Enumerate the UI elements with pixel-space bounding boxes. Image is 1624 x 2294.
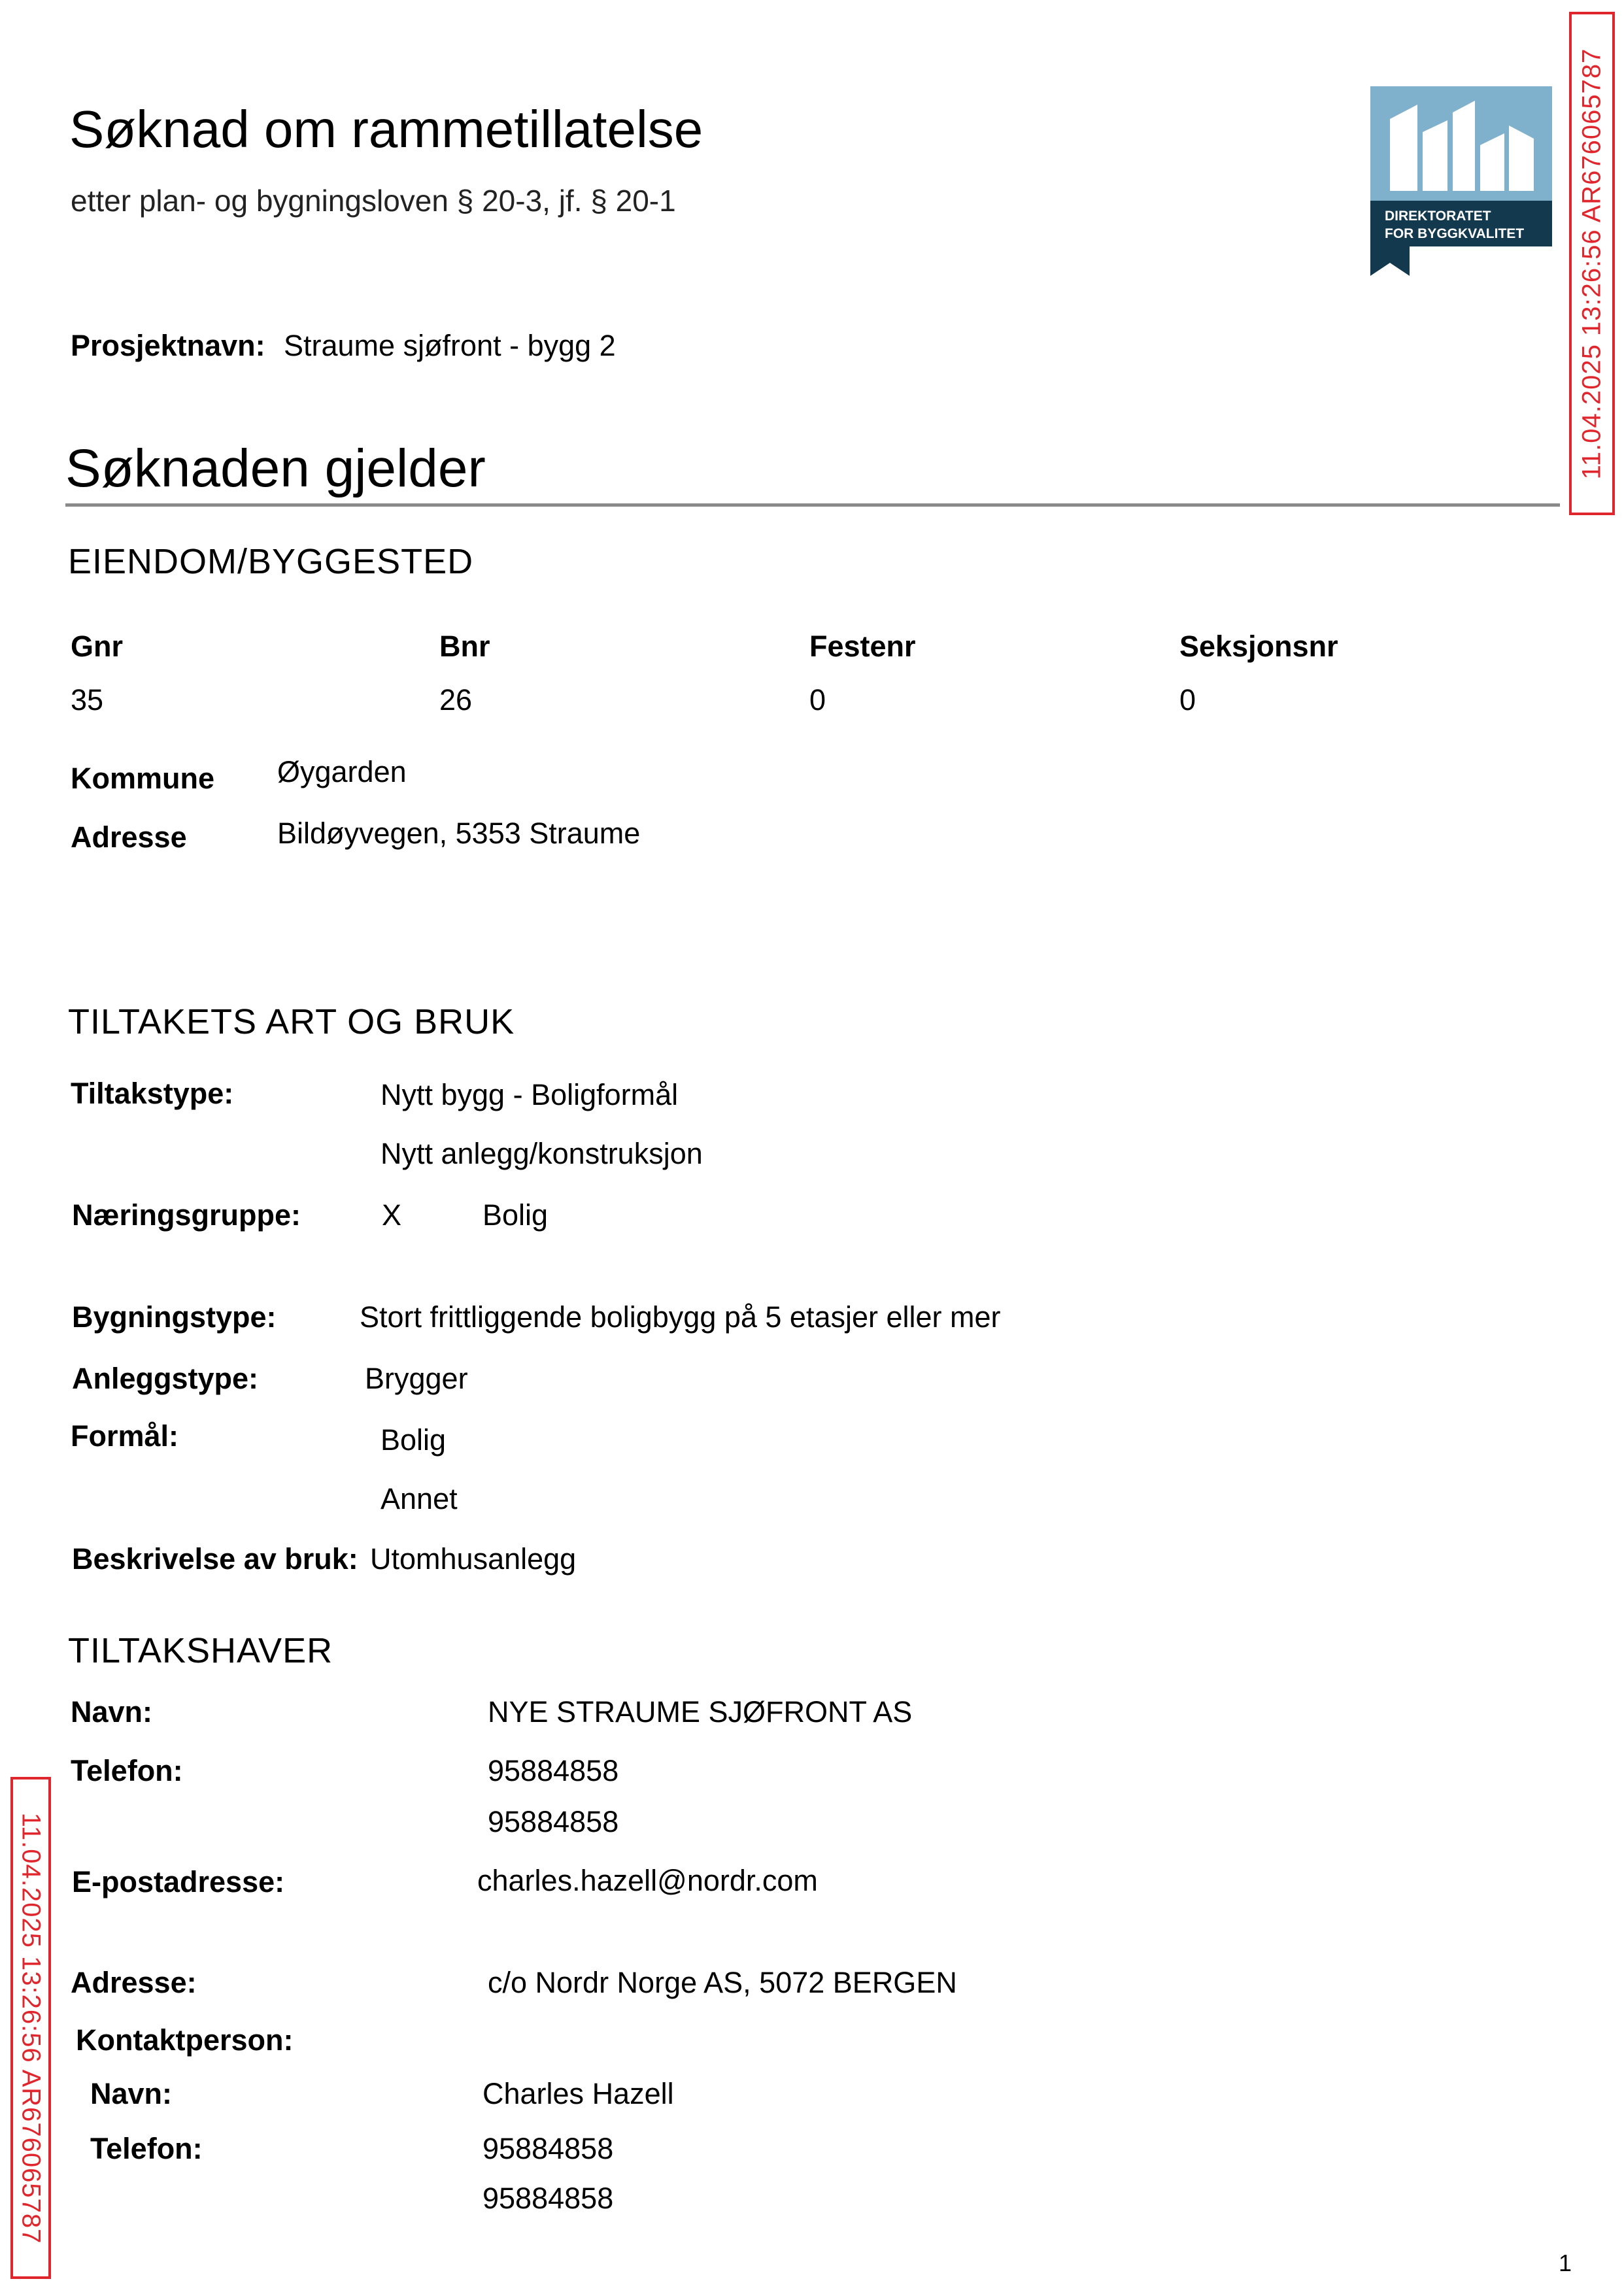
tiltakshaver-adresse-label: Adresse: [71,1966,197,1999]
kontakt-navn-value: Charles Hazell [482,2077,674,2110]
formal-value-1: Bolig [381,1423,447,1457]
epost-label: E-postadresse: [72,1865,285,1898]
naeringsgruppe-value: Bolig [482,1198,549,1232]
tiltakshaver-heading: TILTAKSHAVER [68,1631,333,1670]
tiltak-heading: TILTAKETS ART OG BRUK [68,1002,515,1041]
formal-value-2: Annet [381,1482,458,1515]
seksjonsnr-value: 0 [1179,683,1196,717]
logo-line2: FOR BYGGKVALITET [1385,226,1525,241]
kontakt-telefon-value-1: 95884858 [482,2132,614,2165]
document-title: Søknad om rammetillatelse [69,100,703,158]
tiltakstype-value-2: Nytt anlegg/konstruksjon [381,1137,703,1170]
project-name-label: Prosjektnavn: [71,329,265,362]
kontakt-navn-label: Navn: [90,2077,173,2110]
kontakt-telefon-label: Telefon: [90,2132,203,2165]
tiltakstype-label: Tiltakstype: [71,1077,234,1110]
tiltakstype-value-1: Nytt bygg - Boligformål [381,1078,679,1111]
tiltakshaver-telefon-value-2: 95884858 [488,1805,619,1838]
logo-line1: DIREKTORATET [1385,209,1491,224]
project-name-value: Straume sjøfront - bygg 2 [284,329,616,362]
document-subtitle: etter plan- og bygningsloven § 20-3, jf. § 20-1 [71,184,676,218]
naeringsgruppe-code: X [382,1198,402,1232]
eiendom-heading: EIENDOM/BYGGESTED [68,542,474,581]
page-number: 1 [1559,2250,1572,2276]
kontakt-telefon-value-2: 95884858 [482,2182,614,2215]
col-gnr-label: Gnr [71,630,124,663]
section-divider [65,503,1560,507]
dibk-logo [1370,86,1552,276]
epost-value: charles.hazell@nordr.com [477,1864,818,1897]
tiltakshaver-navn-label: Navn: [71,1695,153,1729]
bygningstype-label: Bygningstype: [72,1300,277,1334]
stamp-text: 11.04.2025 13:26:56 AR676065787 [16,1812,46,2244]
stamp-text: 11.04.2025 13:26:56 AR676065787 [1577,48,1606,479]
col-bnr-label: Bnr [439,630,490,663]
kommune-value: Øygarden [277,755,407,788]
formal-label: Formål: [71,1419,179,1453]
anleggstype-label: Anleggstype: [72,1362,259,1395]
beskrivelse-value: Utomhusanlegg [370,1542,577,1576]
beskrivelse-label: Beskrivelse av bruk: [72,1542,358,1576]
adresse-value: Bildøyvegen, 5353 Straume [277,817,641,850]
col-seksjonsnr-label: Seksjonsnr [1179,630,1338,663]
tiltakshaver-navn-value: NYE STRAUME SJØFRONT AS [488,1695,913,1729]
tiltakshaver-adresse-value: c/o Nordr Norge AS, 5072 BERGEN [488,1966,957,1999]
bygningstype-value: Stort frittliggende boligbygg på 5 etasjer eller mer [360,1300,1001,1334]
kommune-label: Kommune [71,762,215,795]
kontaktperson-label: Kontaktperson: [76,2023,294,2057]
adresse-label: Adresse [71,820,187,854]
bnr-value: 26 [439,683,473,717]
col-festenr-label: Festenr [809,630,916,663]
festenr-value: 0 [809,683,826,717]
archive-stamp-top-right [1569,12,1615,515]
anleggstype-value: Brygger [365,1362,468,1395]
tiltakshaver-telefon-value-1: 95884858 [488,1754,619,1787]
archive-stamp-bottom-left [10,1777,51,2279]
tiltakshaver-telefon-label: Telefon: [71,1754,183,1787]
naeringsgruppe-label: Næringsgruppe: [72,1198,301,1232]
gnr-value: 35 [71,683,104,717]
section-heading: Søknaden gjelder [65,439,486,498]
